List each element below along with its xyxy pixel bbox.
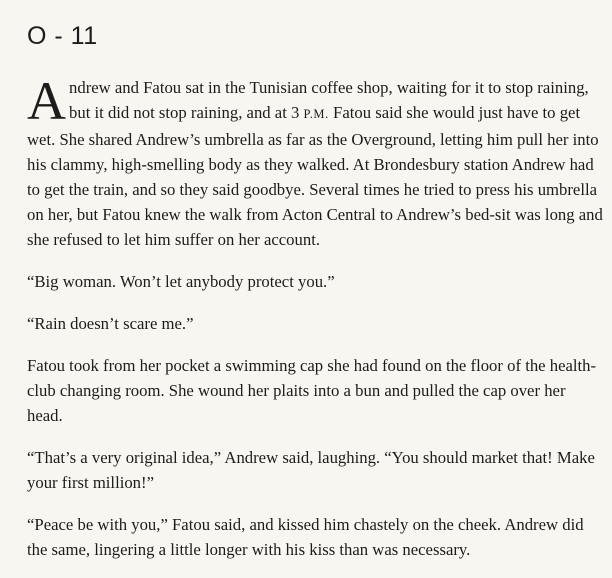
chapter-heading: O - 11	[27, 22, 98, 50]
paragraph-1-text-b: Fatou said she would just have to get wet. She shared Andrew’s umbrella as far as the Overground, letting him pull her into his clammy, high-smelling body as they walked. At Brondesbury station Andrew had to get the train, and so they said goodbye. Several times he tried to press his umbrella on her, but Fatou knew the walk from Acton Central to Andrew’s bed-sit was long and she refused to let him suffer on her account.	[27, 103, 603, 249]
time-label: P.M.	[303, 107, 329, 121]
paragraph-5: “That’s a very original idea,” Andrew said, laughing. “You should market that! Make your first million!”	[27, 448, 595, 492]
paragraph-6: “Peace be with you,” Fatou said, and kissed him chastely on the cheek. Andrew did the same, lingering a little longer with his kiss than was necessary.	[27, 515, 584, 559]
paragraph-1	[27, 71, 603, 252]
paragraph-3: “Rain doesn’t scare me.”	[27, 314, 194, 333]
paragraph-2: “Big woman. Won’t let anybody protect you.”	[27, 272, 335, 291]
story-body	[27, 71, 603, 578]
paragraph-1-text-a: ndrew and Fatou sat in the Tunisian coffee shop, waiting for it to stop raining, but it did not stop raining, and at 3	[69, 78, 589, 122]
paragraph-4: Fatou took from her pocket a swimming cap she had found on the floor of the health-club changing room. She wound her plaits into a bun and pulled the cap over her head.	[27, 356, 597, 425]
drop-cap: A	[27, 71, 66, 131]
